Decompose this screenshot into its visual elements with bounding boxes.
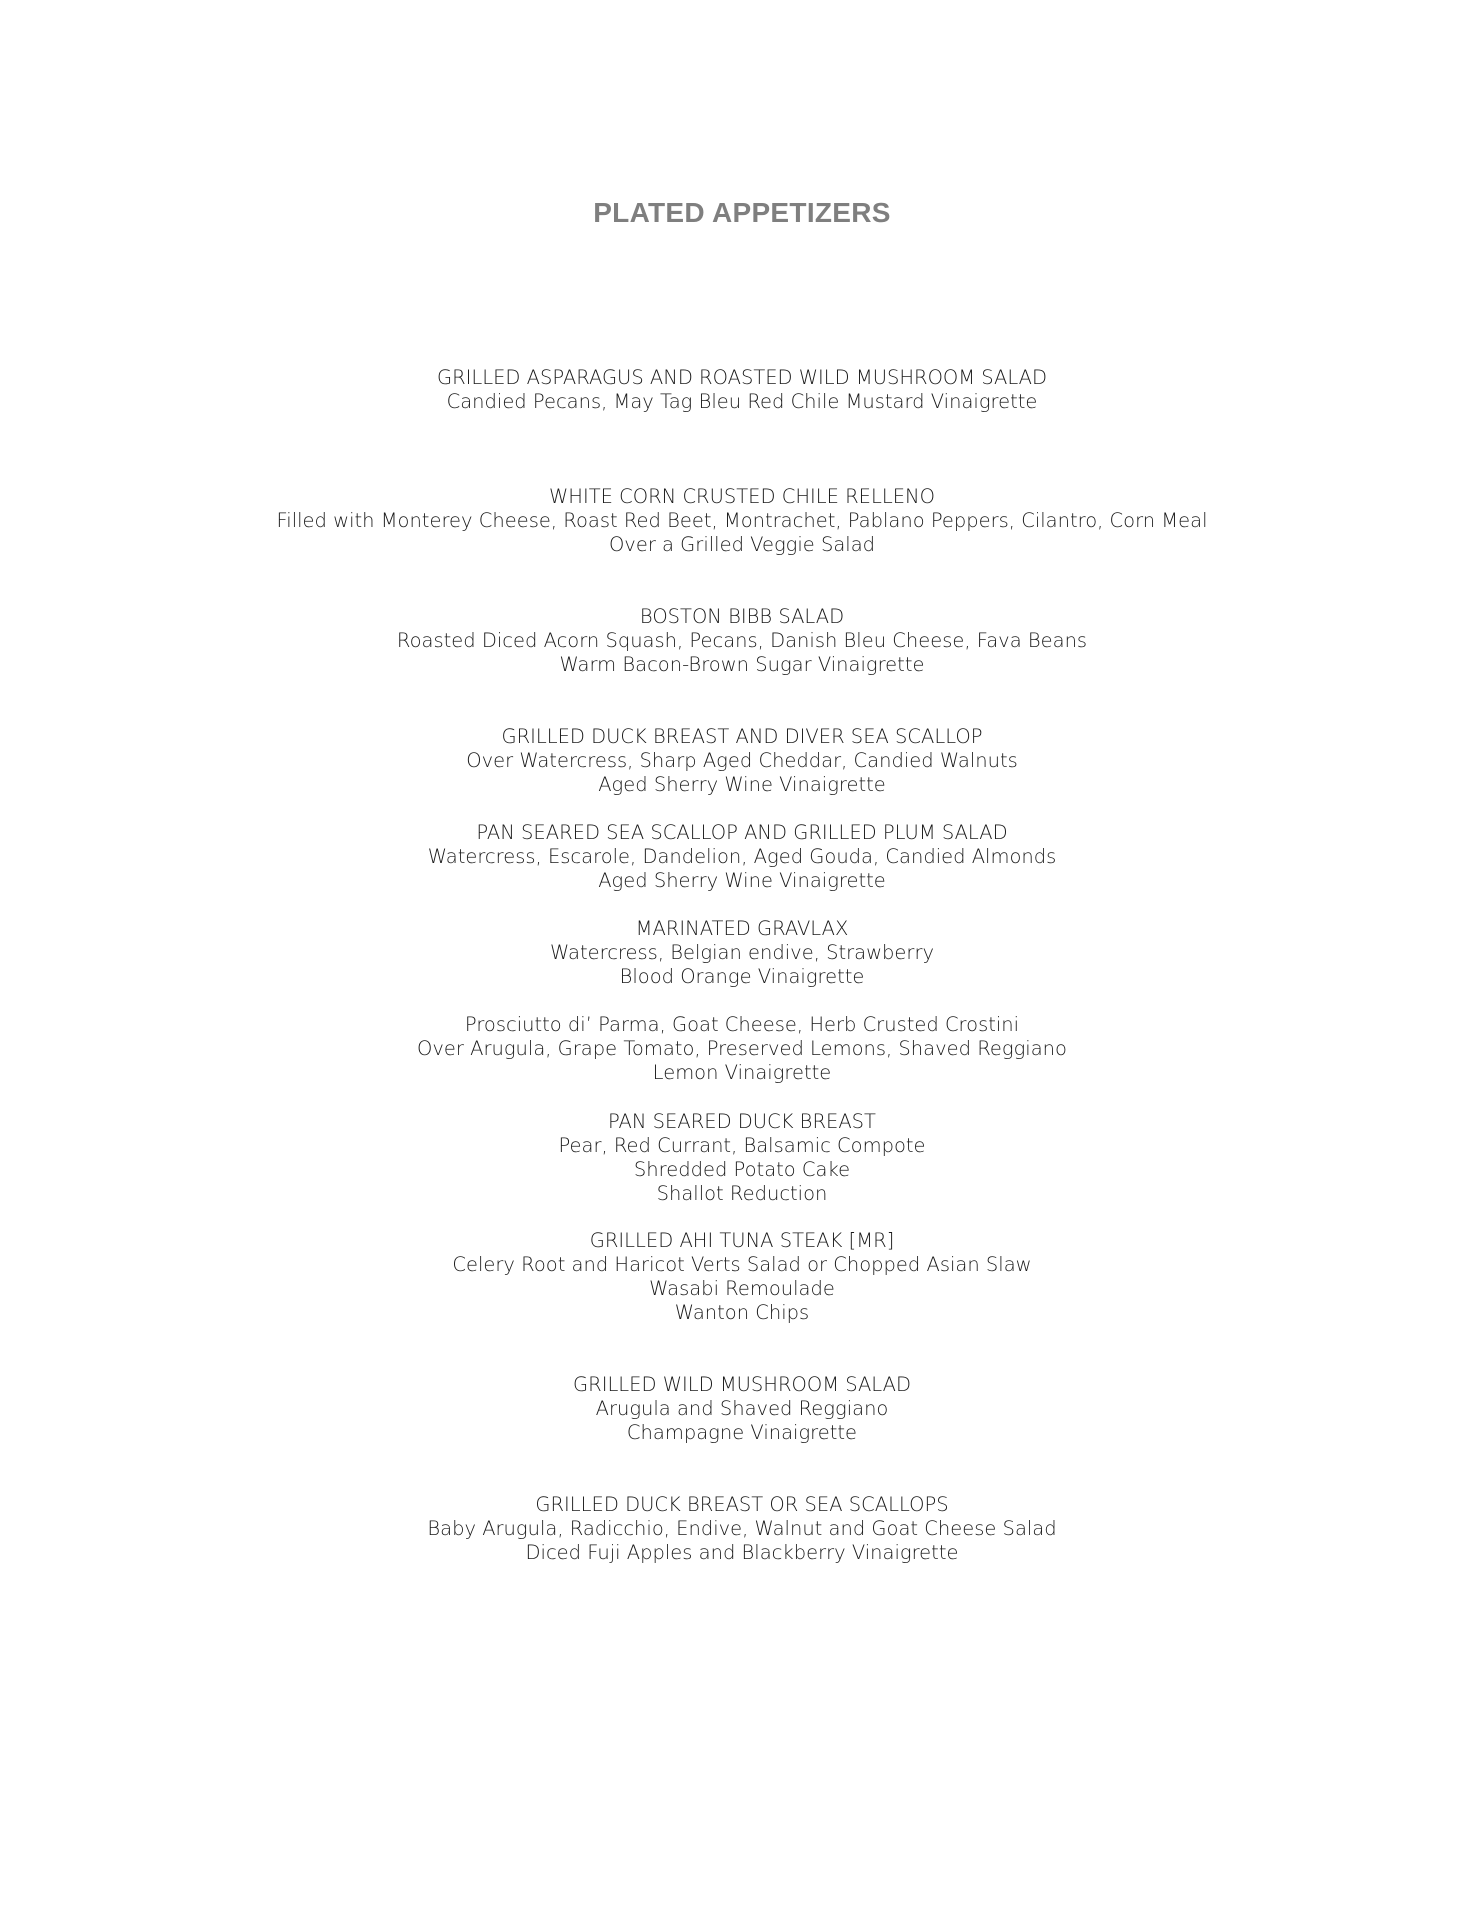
menu-item-description: Roasted Diced Acorn Squash, Pecans, Danish Bleu Cheese, Fava Beans xyxy=(396,629,1088,652)
menu-item xyxy=(0,1493,1484,1565)
menu-item-description: Candied Pecans, May Tag Bleu Red Chile Mustard Vinaigrette xyxy=(446,390,1038,413)
menu-item xyxy=(0,917,1484,989)
menu-item-description: Arugula and Shaved Reggiano xyxy=(595,1397,889,1420)
menu-item xyxy=(0,605,1484,677)
menu-item-name: WHITE CORN CRUSTED CHILE RELLENO xyxy=(549,485,935,508)
menu-item xyxy=(0,1110,1484,1206)
menu-item-description: Aged Sherry Wine Vinaigrette xyxy=(598,869,886,892)
menu-item-description: Warm Bacon-Brown Sugar Vinaigrette xyxy=(559,653,925,676)
menu-item-name: PAN SEARED SEA SCALLOP AND GRILLED PLUM SALAD xyxy=(476,821,1008,844)
menu-item-description: Blood Orange Vinaigrette xyxy=(619,965,865,988)
menu-item xyxy=(0,821,1484,893)
menu-item-description: Pear, Red Currant, Balsamic Compote xyxy=(558,1134,926,1157)
menu-item-name: GRILLED DUCK BREAST AND DIVER SEA SCALLOP xyxy=(501,725,983,748)
menu-item-description: Wanton Chips xyxy=(674,1301,810,1324)
menu-item-name: GRILLED WILD MUSHROOM SALAD xyxy=(573,1373,911,1396)
menu-item-name: PAN SEARED DUCK BREAST xyxy=(608,1110,876,1133)
menu-item-description: Filled with Monterey Cheese, Roast Red Beet, Montrachet, Pablano Peppers, Cilantro, Corn Meal xyxy=(276,509,1208,532)
menu-item-name: GRILLED DUCK BREAST OR SEA SCALLOPS xyxy=(535,1493,949,1516)
menu-item-name: BOSTON BIBB SALAD xyxy=(639,605,845,628)
page-title: PLATED APPETIZERS xyxy=(593,197,891,228)
menu-item xyxy=(0,485,1484,557)
menu-item xyxy=(0,1013,1484,1085)
menu-item xyxy=(0,1229,1484,1325)
menu-item-name: GRILLED AHI TUNA STEAK [MR] xyxy=(589,1229,895,1252)
menu-item-description: Champagne Vinaigrette xyxy=(626,1421,858,1444)
menu-item-name: Prosciutto di’ Parma, Goat Cheese, Herb Crusted Crostini xyxy=(464,1013,1020,1036)
menu-item-description: Watercress, Belgian endive, Strawberry xyxy=(549,941,935,964)
menu-item-description: Wasabi Remoulade xyxy=(649,1277,835,1300)
menu-item-description: Aged Sherry Wine Vinaigrette xyxy=(598,773,886,796)
menu-item-description: Over Arugula, Grape Tomato, Preserved Lemons, Shaved Reggiano xyxy=(417,1037,1067,1060)
menu-item-description: Baby Arugula, Radicchio, Endive, Walnut and Goat Cheese Salad xyxy=(427,1517,1057,1540)
menu-item-description: Shallot Reduction xyxy=(656,1182,828,1205)
menu-item-description: Watercress, Escarole, Dandelion, Aged Gouda, Candied Almonds xyxy=(427,845,1057,868)
menu-item xyxy=(0,1373,1484,1445)
menu-item-description: Over Watercress, Sharp Aged Cheddar, Candied Walnuts xyxy=(466,749,1018,772)
menu-item-description: Celery Root and Haricot Verts Salad or Chopped Asian Slaw xyxy=(452,1253,1032,1276)
menu-item-description: Lemon Vinaigrette xyxy=(652,1061,832,1084)
menu-item-description: Over a Grilled Veggie Salad xyxy=(608,533,876,556)
menu-item-description: Diced Fuji Apples and Blackberry Vinaigrette xyxy=(525,1541,959,1564)
menu-item xyxy=(0,725,1484,797)
menu-item-description: Shredded Potato Cake xyxy=(633,1158,851,1181)
menu-item xyxy=(0,366,1484,414)
menu-item-name: GRILLED ASPARAGUS AND ROASTED WILD MUSHROOM SALAD xyxy=(436,366,1048,389)
menu-item-name: MARINATED GRAVLAX xyxy=(635,917,849,940)
